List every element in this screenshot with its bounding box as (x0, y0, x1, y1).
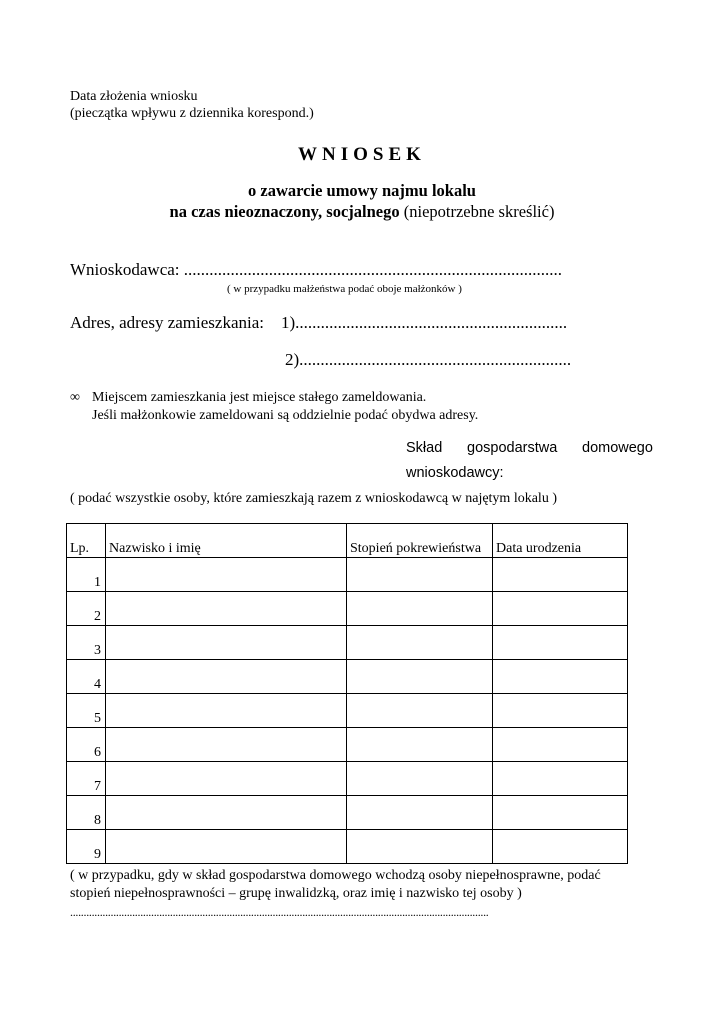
table-row (67, 796, 628, 830)
birth-date-cell[interactable] (493, 626, 628, 660)
table-row (67, 830, 628, 864)
birth-date-cell[interactable] (493, 558, 628, 592)
household-word-1: Skład (406, 440, 443, 456)
applicant-hint: ( w przypadku małżeństwa podać oboje małżonków ) (227, 283, 462, 295)
table-header-row (67, 524, 628, 558)
residence-note-line1: Miejscem zamieszkania jest miejsce stałego zameldowania. (92, 390, 427, 405)
disability-note-line2: stopień niepełnosprawności – grupę inwalidzką, oraz imię i nazwisko tej osoby ) (70, 886, 522, 901)
name-cell[interactable] (106, 592, 347, 626)
household-word-3: domowego (582, 440, 653, 456)
birth-date-cell[interactable] (493, 762, 628, 796)
table-row (67, 762, 628, 796)
name-cell[interactable] (106, 626, 347, 660)
address-label: Adres, adresy zamieszkania: (70, 313, 264, 332)
name-cell[interactable] (106, 558, 347, 592)
row-number: 6 (67, 728, 106, 762)
stamp-note: (pieczątka wpływu z dziennika korespond.) (70, 106, 314, 121)
name-cell[interactable] (106, 728, 347, 762)
subtitle-line1: o zawarcie umowy najmu lokalu (248, 181, 476, 200)
birth-date-cell[interactable] (493, 830, 628, 864)
name-cell[interactable] (106, 762, 347, 796)
birth-date-cell[interactable] (493, 660, 628, 694)
document-title: WNIOSEK (298, 144, 426, 165)
table-row (67, 694, 628, 728)
relationship-cell[interactable] (347, 592, 493, 626)
row-number: 2 (67, 592, 106, 626)
column-header-name: Nazwisko i imię (106, 524, 347, 558)
birth-date-cell[interactable] (493, 694, 628, 728)
table-row (67, 592, 628, 626)
relationship-cell[interactable] (347, 830, 493, 864)
household-heading-line2: wnioskodawcy: (406, 465, 504, 481)
relationship-cell[interactable] (347, 762, 493, 796)
name-cell[interactable] (106, 694, 347, 728)
disability-note-line1: ( w przypadku, gdy w skład gospodarstwa domowego wchodzą osoby niepełnosprawne, podać (70, 868, 601, 883)
row-number: 5 (67, 694, 106, 728)
relationship-cell[interactable] (347, 796, 493, 830)
relationship-cell[interactable] (347, 626, 493, 660)
name-cell[interactable] (106, 830, 347, 864)
column-header-relationship: Stopień pokrewieństwa (347, 524, 493, 558)
birth-date-cell[interactable] (493, 796, 628, 830)
address-field-1[interactable]: 1)................................................................ (281, 313, 568, 332)
table-row (67, 660, 628, 694)
household-instruction: ( podać wszystkie osoby, które zamieszkają razem z wnioskodawcą w najętym lokalu ) (70, 491, 557, 506)
relationship-cell[interactable] (347, 660, 493, 694)
relationship-cell[interactable] (347, 694, 493, 728)
relationship-cell[interactable] (347, 558, 493, 592)
disability-details-field[interactable]: ........................................................................................................................................................... (70, 905, 489, 919)
name-cell[interactable] (106, 796, 347, 830)
table-row (67, 728, 628, 762)
strike-out-note: (niepotrzebne skreślić) (403, 202, 555, 221)
submission-date-label: Data złożenia wniosku (70, 89, 198, 104)
household-members-table (66, 523, 628, 864)
row-number: 4 (67, 660, 106, 694)
column-header-birth-date: Data urodzenia (493, 524, 628, 558)
residence-note-line2: Jeśli małżonkowie zameldowani są oddzielnie podać obydwa adresy. (92, 408, 479, 423)
row-number: 7 (67, 762, 106, 796)
row-number: 9 (67, 830, 106, 864)
subtitle-line2: na czas nieoznaczony, socjalnego (niepotrzebne skreślić) (169, 202, 555, 221)
infinity-symbol: ∞ (70, 390, 80, 405)
address-field-2[interactable]: 2)................................................................ (285, 350, 572, 369)
row-number: 8 (67, 796, 106, 830)
birth-date-cell[interactable] (493, 592, 628, 626)
row-number: 3 (67, 626, 106, 660)
table-row (67, 626, 628, 660)
row-number: 1 (67, 558, 106, 592)
relationship-cell[interactable] (347, 728, 493, 762)
birth-date-cell[interactable] (493, 728, 628, 762)
column-header-lp: Lp. (67, 524, 106, 558)
household-word-2: gospodarstwa (467, 440, 558, 456)
table-row (67, 558, 628, 592)
applicant-field[interactable]: Wnioskodawca: ......................................................................................... (70, 260, 563, 279)
name-cell[interactable] (106, 660, 347, 694)
